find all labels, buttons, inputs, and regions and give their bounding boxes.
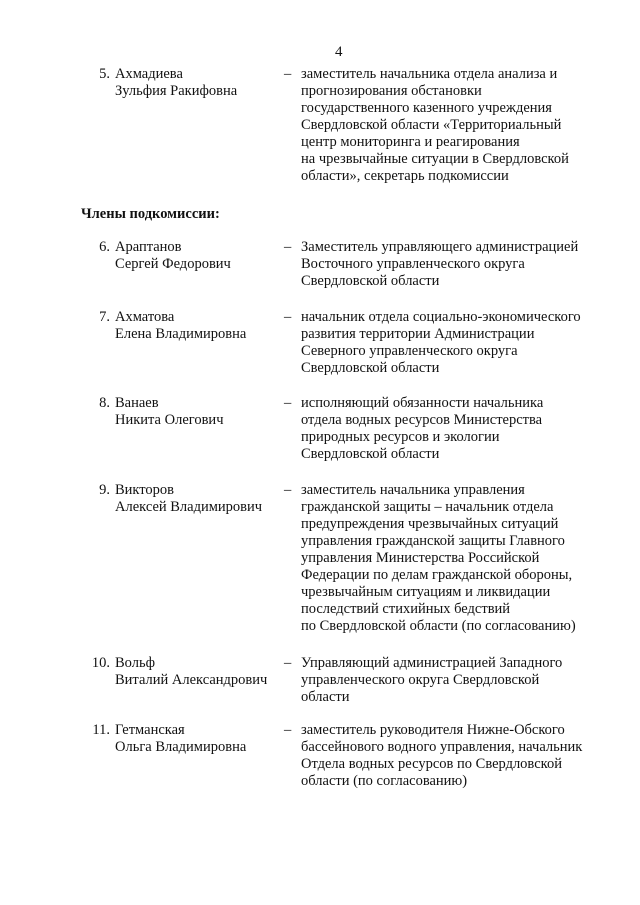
entry-number: 8.	[99, 395, 110, 411]
entry-number: 7.	[99, 309, 110, 325]
member-given-names: Сергей Федорович	[115, 256, 231, 272]
dash-separator: –	[284, 482, 292, 498]
member-given-names: Ольга Владимировна	[115, 739, 247, 755]
dash-separator: –	[284, 309, 292, 325]
role-line: области (по согласованию)	[301, 773, 468, 789]
member-name	[115, 239, 285, 273]
role-line: развития территории Администрации	[301, 326, 535, 342]
role-line: исполняющий обязанности начальника	[301, 395, 544, 411]
member-surname: Ахмадиева	[115, 66, 183, 82]
role-line: управления гражданской защиты Главного	[301, 533, 565, 549]
role-line: Федерации по делам гражданской обороны,	[301, 567, 573, 583]
member-role	[301, 239, 611, 290]
role-line: Свердловской области	[301, 446, 440, 462]
role-line: государственного казенного учреждения	[301, 100, 552, 116]
dash-separator: –	[284, 395, 292, 411]
dash-separator: –	[284, 722, 292, 738]
role-line: Восточного управленческого округа	[301, 256, 525, 272]
role-line: бассейнового водного управления, начальник	[301, 739, 583, 755]
member-name	[115, 66, 285, 100]
role-line: Свердловской области «Территориальный	[301, 117, 562, 133]
dash-separator: –	[284, 66, 292, 82]
member-surname: Ванаев	[115, 395, 159, 411]
member-entry-5	[0, 66, 640, 226]
member-role	[301, 655, 611, 706]
role-line: области», секретарь подкомиссии	[301, 168, 509, 184]
entry-number: 10.	[91, 655, 110, 671]
entry-number: 5.	[99, 66, 110, 82]
role-line: на чрезвычайные ситуации в Свердловской	[301, 151, 569, 167]
role-line: заместитель начальника отдела анализа и	[301, 66, 558, 82]
member-name	[115, 309, 285, 343]
role-line: предупреждения чрезвычайных ситуаций	[301, 516, 559, 532]
entry-number: 11.	[92, 722, 110, 738]
role-line: заместитель начальника управления	[301, 482, 525, 498]
role-line: Свердловской области	[301, 273, 440, 289]
role-line: заместитель руководителя Нижне-Обского	[301, 722, 565, 738]
member-name	[115, 395, 285, 429]
role-line: Отдела водных ресурсов по Свердловской	[301, 756, 562, 772]
role-line: чрезвычайным ситуациям и ликвидации	[301, 584, 551, 600]
role-line: последствий стихийных бедствий	[301, 601, 511, 617]
role-line: начальник отдела социально-экономического	[301, 309, 581, 325]
role-line: отдела водных ресурсов Министерства	[301, 412, 543, 428]
dash-separator: –	[284, 239, 292, 255]
section-heading: Члены подкомиссии:	[81, 206, 220, 222]
member-given-names: Елена Владимировна	[115, 326, 247, 342]
member-role	[301, 309, 611, 377]
role-line: области	[301, 689, 350, 705]
role-line: Заместитель управляющего администрацией	[301, 239, 579, 255]
role-line: гражданской защиты – начальник отдела	[301, 499, 554, 515]
role-line: управленческого округа Свердловской	[301, 672, 540, 688]
member-surname: Викторов	[115, 482, 175, 498]
role-line: управления Министерства Российской	[301, 550, 540, 566]
entry-number: 6.	[99, 239, 110, 255]
member-entry-9	[0, 482, 640, 652]
member-given-names: Никита Олегович	[115, 412, 224, 428]
member-surname: Араптанов	[115, 239, 182, 255]
member-role	[301, 395, 611, 463]
role-line: центр мониторинга и реагирования	[301, 134, 520, 150]
role-line: Управляющий администрацией Западного	[301, 655, 563, 671]
member-surname: Вольф	[115, 655, 155, 671]
member-entry-11	[0, 722, 640, 882]
member-surname: Гетманская	[115, 722, 185, 738]
member-name	[115, 722, 285, 756]
member-surname: Ахматова	[115, 309, 175, 325]
role-line: Северного управленческого округа	[301, 343, 518, 359]
dash-separator: –	[284, 655, 292, 671]
entry-number: 9.	[99, 482, 110, 498]
role-line: Свердловской области	[301, 360, 440, 376]
member-given-names: Зульфия Ракифовна	[115, 83, 238, 99]
page-number: 4	[335, 44, 343, 60]
member-role	[301, 66, 611, 185]
member-given-names: Алексей Владимирович	[115, 499, 263, 515]
role-line: прогнозирования обстановки	[301, 83, 482, 99]
member-given-names: Виталий Александрович	[115, 672, 268, 688]
role-line: природных ресурсов и экологии	[301, 429, 500, 445]
member-role	[301, 722, 611, 790]
member-name	[115, 482, 285, 516]
role-line: по Свердловской области (по согласованию)	[301, 618, 576, 634]
member-name	[115, 655, 285, 689]
member-role	[301, 482, 611, 635]
